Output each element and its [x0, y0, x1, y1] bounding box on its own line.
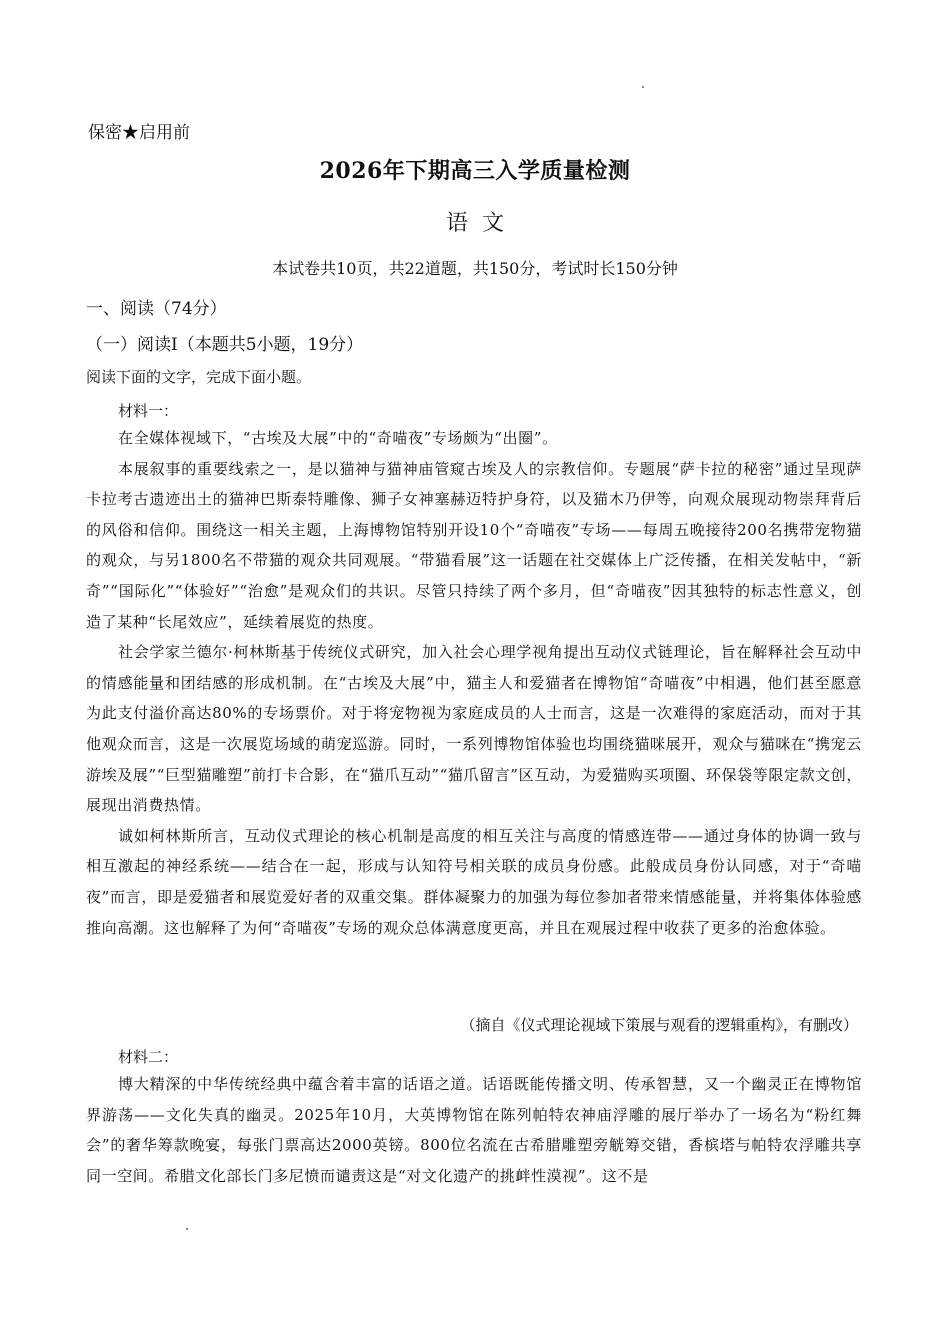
exam-info: 本试卷共10页，共22道题，共150分，考试时长150分钟 — [272, 259, 678, 278]
paragraph: 本展叙事的重要线索之一，是以猫神与猫神庙管窥古埃及人的宗教信仰。专题展“萨卡拉的秘密”通过呈现萨卡拉考古遗迹出土的猫神巴斯泰特雕像、狮子女神塞赫迈特护身符，以及猫木乃伊等，向观众展现动物崇拜背后的风俗和信仰。围绕这一相关主题，上海博物馆特别开设10个“奇喵夜”专场——每周五晚接待200名携带宠物猫的观众，与另1800名不带猫的观众共同观展。“带猫看展”这一话题在社交媒体上广泛传播，在相关发帖中，“新奇”“国际化”“体验好”“治愈”是观众们的共识。尽管只持续了两个多月，但“奇喵夜”因其独特的标志性意义，创造了某种“长尾效应”，延续着展览的热度。 — [86, 459, 862, 631]
subject-title: 语文 — [445, 211, 518, 236]
material-two-label: 材料二： — [118, 1048, 179, 1066]
material-one-body — [86, 423, 862, 943]
confidential-label: 保密★启用前 — [88, 123, 190, 143]
paragraph: 博大精深的中华传统经典中蕴含着丰富的话语之道。话语既能传播文明、传承智慧，又一个幽灵正在博物馆界游荡——文化失真的幽灵。2025年10月，大英博物馆在陈列帕特农神庙浮雕的展厅举办了一场名为“粉红舞会”的奢华筹款晚宴，每张门票高达2000英镑。800位名流在古希腊雕塑旁觥筹交错，香槟塔与帕特农浮雕共享同一空间。希腊文化部长门多尼愤而谴责这是“对文化遗产的挑衅性漠视”。这不是 — [86, 1075, 862, 1185]
paragraph: 在全媒体视域下，“古埃及大展”中的“奇喵夜”专场颇为“出圈”。 — [118, 429, 558, 447]
material-two-body — [86, 1069, 862, 1191]
section-title: 一、阅读（74分） — [86, 299, 227, 319]
exam-title: 2026年下期高三入学质量检测 — [319, 158, 631, 184]
subsection-title: （一）阅读Ⅰ（本题共5小题，19分） — [86, 335, 364, 355]
scan-dot — [186, 1228, 188, 1230]
paragraph: 诚如柯林斯所言，互动仪式理论的核心机制是高度的相互关注与高度的情感连带——通过身体的协调一致与相互激起的神经系统——结合在一起，形成与认知符号相关联的成员身份感。此般成员身份认同感，对于“奇喵夜”而言，即是爱猫者和展览爱好者的双重交集。群体凝聚力的加强为每位参加者带来情感能量，并将集体体验感推向高潮。这也解释了为何“奇喵夜”专场的观众总体满意度更高，并且在观展过程中收获了更多的治愈体验。 — [86, 826, 862, 937]
paragraph: 社会学家兰德尔·柯林斯基于传统仪式研究，加入社会心理学视角提出互动仪式链理论，旨在解释社会互动中的情感能量和团结感的形成机制。在“古埃及大展”中，猫主人和爱猫者在博物馆“奇喵夜”中相遇，他们甚至愿意为此支付溢价高达80%的专场票价。对于将宠物视为家庭成员的人士而言，这是一次难得的家庭活动，而对于其他观众而言，这是一次展览场域的萌宠巡游。同时，一系列博物馆体验也均围绕猫咪展开，观众与猫咪在“携宠云游埃及展”“巨型猫雕塑”前打卡合影，在“猫爪互动”“猫爪留言”区互动，为爱猫购买项圈、环保袋等限定款文创，展现出消费热情。 — [86, 643, 862, 815]
source-citation: （摘自《仪式理论视域下策展与观看的逻辑重构》，有删改） — [460, 1016, 858, 1034]
material-one-label: 材料一： — [118, 402, 179, 420]
scan-dot — [642, 86, 644, 88]
instruction-text: 阅读下面的文字，完成下面小题。 — [86, 368, 312, 386]
